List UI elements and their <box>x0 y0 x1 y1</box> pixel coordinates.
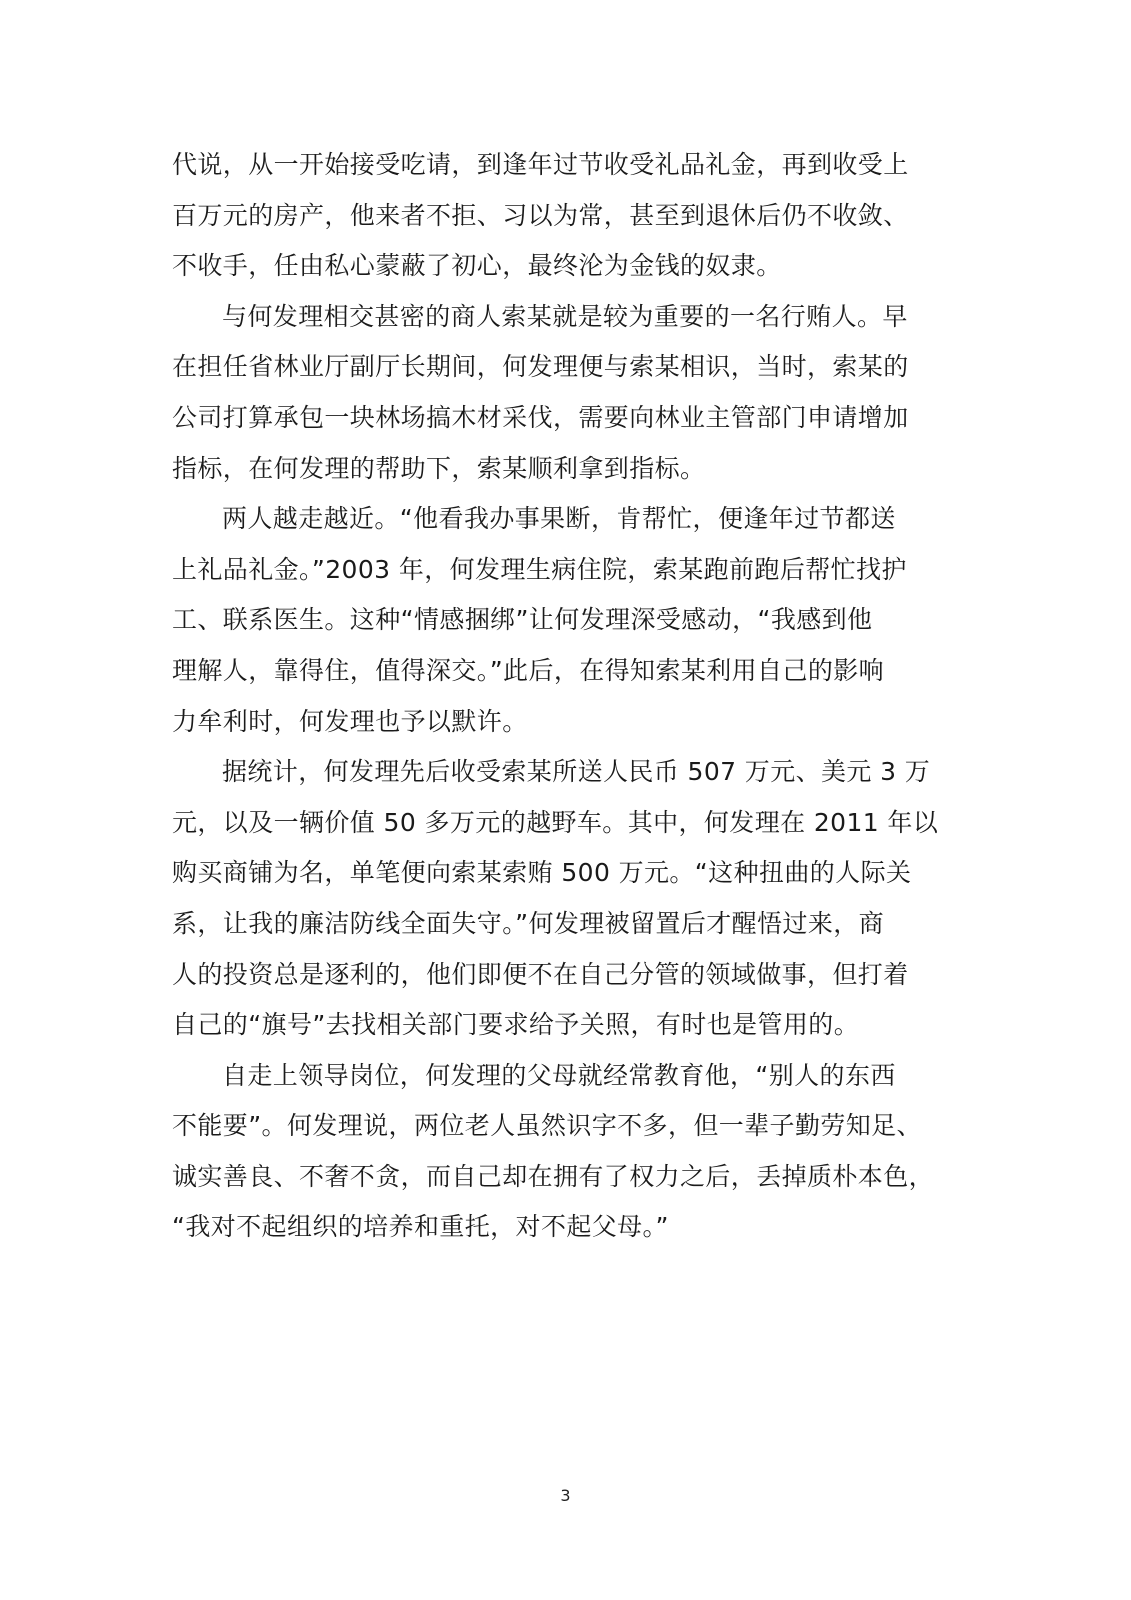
text-line: 代说，从一开始接受吃请，到逢年过节收受礼品礼金，再到收受上 <box>172 150 909 179</box>
text-line: 不收手，任由私心蒙蔽了初心，最终沦为金钱的奴隶。 <box>172 251 782 281</box>
text-line: 力牟利时，何发理也予以默许。 <box>172 706 528 736</box>
page-number: 3 <box>560 1486 571 1505</box>
text-line: 据统计，何发理先后收受索某所送人民币 507 万元、美元 3 万 <box>222 757 931 787</box>
text-line: 自己的“旗号”去找相关部门要求给予关照，有时也是管用的。 <box>172 1010 860 1040</box>
text-line: 不能要”。何发理说，两位老人虽然识字不多，但一辈子勤劳知足、 <box>172 1111 922 1141</box>
text-line: 人的投资总是逐利的，他们即便不在自己分管的领域做事，但打着 <box>172 959 909 989</box>
text-line: 上礼品礼金。”2003 年，何发理生病住院，索某跑前跑后帮忙找护 <box>172 554 907 584</box>
text-line: “我对不起组织的培养和重托，对不起父母。” <box>172 1212 669 1242</box>
text-line: 诚实善良、不奢不贪，而自己却在拥有了权力之后，丢掉质朴本色， <box>172 1161 935 1191</box>
text-line: 百万元的房产，他来者不拒、习以为常，甚至到退休后仍不收敛、 <box>172 200 909 230</box>
text-line: 理解人，靠得住，值得深交。”此后，在得知索某利用自己的影响 <box>172 655 885 685</box>
text-line: 两人越走越近。“他看我办事果断，肯帮忙，便逢年过节都送 <box>222 504 896 534</box>
text-line: 在担任省林业厅副厅长期间，何发理便与索某相识，当时，索某的 <box>172 352 909 382</box>
text-line: 购买商铺为名，单笔便向索某索贿 500 万元。“这种扭曲的人际关 <box>172 858 912 888</box>
text-line: 指标，在何发理的帮助下，索某顺利拿到指标。 <box>172 453 706 483</box>
text-line: 与何发理相交甚密的商人索某就是较为重要的一名行贿人。早 <box>222 301 908 331</box>
body-text <box>172 140 972 1253</box>
text-line: 工、联系医生。这种“情感捆绑”让何发理深受感动，“我感到他 <box>172 605 873 635</box>
text-line: 元，以及一辆价值 50 多万元的越野车。其中，何发理在 2011 年以 <box>172 807 939 837</box>
text-line: 公司打算承包一块林场搞木材采伐，需要向林业主管部门申请增加 <box>172 402 909 432</box>
text-line: 自走上领导岗位，何发理的父母就经常教育他，“别人的东西 <box>222 1060 896 1090</box>
text-line: 系，让我的廉洁防线全面失守。”何发理被留置后才醒悟过来，商 <box>172 908 885 938</box>
